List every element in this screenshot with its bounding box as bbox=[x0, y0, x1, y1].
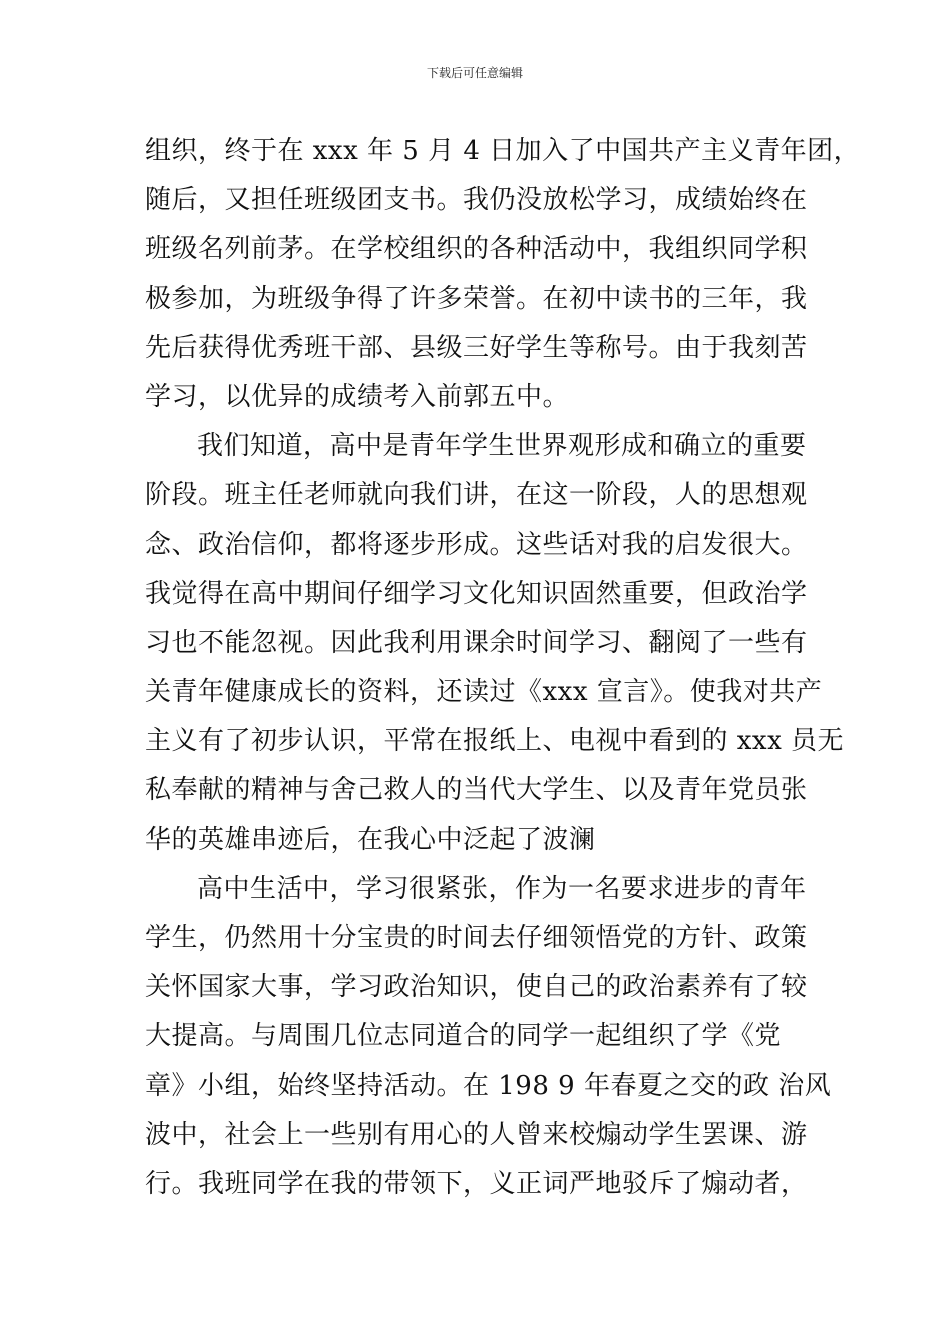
text-line: 阶段。班主任老师就向我们讲，在这一阶段，人的思想观 bbox=[145, 480, 808, 511]
text-line: 行。我班同学在我的带领下，义正词严地驳斥了煽动者， bbox=[145, 1168, 808, 1199]
text-line: 班级名列前茅。在学校组织的各种活动中，我组织同学积 bbox=[145, 234, 808, 265]
text-line: 私奉献的精神与舍己救人的当代大学生、以及青年党员张 bbox=[145, 775, 808, 806]
document-body bbox=[145, 127, 861, 1209]
text-line: 波中，社会上一些别有用心的人曾来校煽动学生罢课、游 bbox=[145, 1119, 808, 1150]
text-line: 学习，以优异的成绩考入前郭五中。 bbox=[145, 381, 570, 412]
page-header-note: 下载后可任意编辑 bbox=[426, 66, 523, 80]
text-line: 章》小组，始终坚持活动。在 198 9 年春夏之交的政 治风 bbox=[145, 1070, 832, 1101]
text-line: 随后，又担任班级团支书。我仍没放松学习，成绩始终在 bbox=[145, 185, 808, 216]
text-line: 学生，仍然用十分宝贵的时间去仔细领悟党的方针、政策 bbox=[145, 923, 808, 953]
text-line: 主义有了初步认识，平常在报纸上、电视中看到的 xxx 员无 bbox=[145, 726, 845, 757]
text-line: 组织，终于在 xxx 年 5 月 4 日加入了中国共产主义青年团， bbox=[145, 136, 861, 166]
text-line: 我觉得在高中期间仔细学习文化知识固然重要，但政治学 bbox=[145, 578, 808, 609]
text-line: 高中生活中，学习很紧张，作为一名要求进步的青年 bbox=[197, 873, 807, 904]
text-line: 华的英雄串迹后，在我心中泛起了波澜 bbox=[145, 824, 596, 855]
text-line: 念、政治信仰，都将逐步形成。这些话对我的启发很大。 bbox=[145, 529, 808, 560]
text-line: 先后获得优秀班干部、县级三好学生等称号。由于我刻苦 bbox=[145, 332, 808, 363]
text-line: 习也不能忽视。因此我利用课余时间学习、翻阅了一些有 bbox=[145, 627, 808, 658]
text-line: 大提高。与周围几位志同道合的同学一起组织了学《党 bbox=[145, 1021, 782, 1052]
text-line: 极参加，为班级争得了许多荣誉。在初中读书的三年，我 bbox=[145, 283, 808, 314]
text-line: 我们知道，高中是青年学生世界观形成和确立的重要 bbox=[197, 431, 807, 462]
text-line: 关怀国家大事，学习政治知识，使自己的政治素养有了较 bbox=[145, 972, 808, 1003]
text-line: 关青年健康成长的资料，还读过《xxx 宣言》。使我对共产 bbox=[145, 677, 823, 708]
